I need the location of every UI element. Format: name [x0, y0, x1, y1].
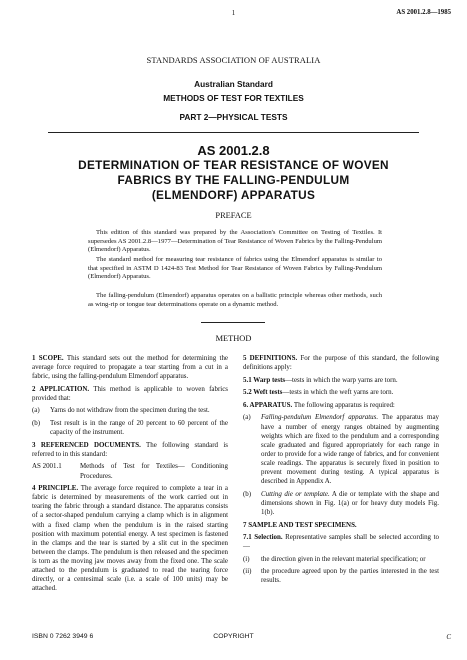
divider-rule: [48, 132, 419, 133]
section-heading: 3 REFERENCED DOCUMENTS.: [32, 440, 141, 449]
section-text: The average force required to complete a tear in a fabric is determined by measurements of the work carried out in tearing the fabric through a standard distance. The apparatus consists of a sector-shaped pendulum carrying a clamp which is in alignment with a fixed clamp when the pendulum is in the raised starting position with maximum potential energy. A test specimen is fastened in the clamps and the tear is started by a slit cut in the specimen between the clamps. The pendulum is then released and the specimen is torn as the moving jaw moves away from the fixed one. The scale attached to the pendulum is graduated to read the tearing force directly, or a centesimal scale (i.e. a scale of 100 units) may be attached.: [32, 484, 228, 593]
organization-name: STANDARDS ASSOCIATION OF AUSTRALIA: [146, 55, 321, 65]
list-item: [243, 555, 439, 564]
list-label: (b): [243, 489, 252, 498]
title-line-2: FABRICS BY THE FALLING-PENDULUM: [117, 173, 350, 187]
list-item: [243, 413, 439, 486]
section-text: This method is applicable to woven fabrics provided that:: [32, 384, 229, 402]
section-application: [32, 385, 228, 403]
section-scope: [32, 354, 228, 381]
title-line-1: DETERMINATION OF TEAR RESISTANCE OF WOVEN: [78, 158, 389, 172]
page-letter: C: [446, 633, 451, 641]
section-heading: 2 APPLICATION.: [32, 384, 90, 393]
list-text: the procedure agreed upon by the parties interested in the test results.: [261, 567, 439, 585]
definition-warp: [243, 376, 439, 385]
heading-line-2: METHODS OF TEST FOR TEXTILES: [163, 93, 304, 103]
title-line-3: (ELMENDORF) APPARATUS: [151, 188, 316, 202]
reference-code: AS 2001.1: [32, 462, 62, 471]
list-item: [32, 406, 228, 415]
section-divider: [201, 322, 265, 323]
section-heading: 6. APPARATUS.: [243, 400, 293, 409]
referenced-document: [32, 462, 228, 480]
section-selection: [243, 533, 439, 551]
section-text: Representative samples shall be selected according to—: [243, 533, 440, 551]
item-title: Cutting die or template.: [261, 489, 330, 498]
definition-term: 5.2 Weft tests: [243, 388, 283, 397]
heading-line-3: PART 2—PHYSICAL TESTS: [179, 112, 288, 122]
right-column: [243, 354, 439, 589]
list-text: the direction given in the relevant material specification; or: [261, 554, 426, 563]
list-label: (a): [32, 406, 40, 415]
preface-paragraph-1: This edition of this standard was prepared by the Association's Committee on Testing of Textiles. It supersedes AS 2001.2.8—1977—Determination of Tear Resistance of Woven Fabrics by the Falling-Pendulum (Elmendorf) Apparatus.: [88, 229, 382, 254]
list-text: The apparatus may have a number of energy ranges obtained by augmenting weights which are fixed to the pendulum and a corresponding scale graduated and figured appropriately for each range in order to provide for a wide range of fabrics, and for convenient scale readings. The apparatus is securely fixed in position to prevent movement during testing. A typical apparatus is described in Appendix A.: [261, 413, 439, 486]
method-heading: METHOD: [215, 334, 252, 343]
section-apparatus: [243, 401, 439, 410]
definition-term: 5.1 Warp tests: [243, 375, 286, 384]
standard-number: AS 2001.2.8: [197, 143, 270, 158]
section-heading: 1 SCOPE.: [32, 354, 64, 362]
list-label: (i): [243, 554, 250, 563]
preface-paragraph-3: The falling-pendulum (Elmendorf) apparatus operates on a ballistic principle whereas other methods, such as wing-rip or tongue tear determinations operate on a dynamic method.: [88, 292, 382, 308]
section-heading: 7 SAMPLE AND TEST SPECIMENS.: [243, 520, 357, 529]
preface-paragraph-2: The standard method for measuring tear resistance of fabrics using the Elmendorf apparatus is similar to that specified in ASTM D 1424-83 Test Method for Tear Resistance of Woven Fabrics by Falling-Pendulum (Elmendorf) Apparatus.: [88, 256, 382, 281]
reference-title: Methods of Test for Textiles— Conditioning Procedures.: [80, 462, 228, 480]
heading-line-1: Australian Standard: [194, 79, 273, 89]
section-text: For the purpose of this standard, the following definitions apply:: [243, 354, 439, 372]
copyright-notice: COPYRIGHT: [213, 633, 254, 640]
section-text: The following standard is referred to in this standard:: [32, 440, 228, 458]
item-title: Falling-pendulum Elmendorf apparatus.: [261, 413, 379, 422]
definition-text: —tests in which the weft yarns are torn.: [282, 388, 394, 397]
left-column: [32, 354, 228, 597]
isbn: ISBN 0 7262 3949 6: [32, 633, 94, 640]
list-item: [32, 419, 228, 437]
list-text: A die or template with the shape and dimensions shown in Fig. 1(a) or for heavy duty models Fig. 1(b).: [261, 489, 439, 516]
definition-weft: [243, 388, 439, 397]
section-referenced-documents: [32, 441, 228, 459]
preface-heading: PREFACE: [215, 211, 252, 220]
list-item: [243, 567, 439, 585]
list-label: (ii): [243, 567, 252, 576]
section-principle: [32, 484, 228, 593]
list-text: Test result is in the range of 20 percent to 60 percent of the capacity of the instrument.: [50, 419, 228, 437]
standard-code: AS 2001.2.8—1985: [396, 9, 451, 16]
list-label: (b): [32, 419, 41, 428]
section-definitions: [243, 354, 439, 372]
section-heading: 7.1 Selection.: [243, 533, 283, 542]
definition-text: —tests in which the warp yarns are torn.: [285, 375, 398, 384]
page-number: 1: [231, 9, 236, 17]
section-heading: 5 DEFINITIONS.: [243, 354, 298, 362]
list-text: Yarns do not withdraw from the specimen during the test.: [50, 406, 210, 415]
section-text: This standard sets out the method for determining the average force required to propagate a tear starting from a cut in a fabric, using the falling-pendulum Elmendorf apparatus.: [32, 354, 228, 381]
list-label: (a): [243, 413, 251, 422]
list-item: [243, 490, 439, 517]
section-text: The following apparatus is required:: [292, 400, 395, 409]
section-heading: 4 PRINCIPLE.: [32, 484, 79, 493]
